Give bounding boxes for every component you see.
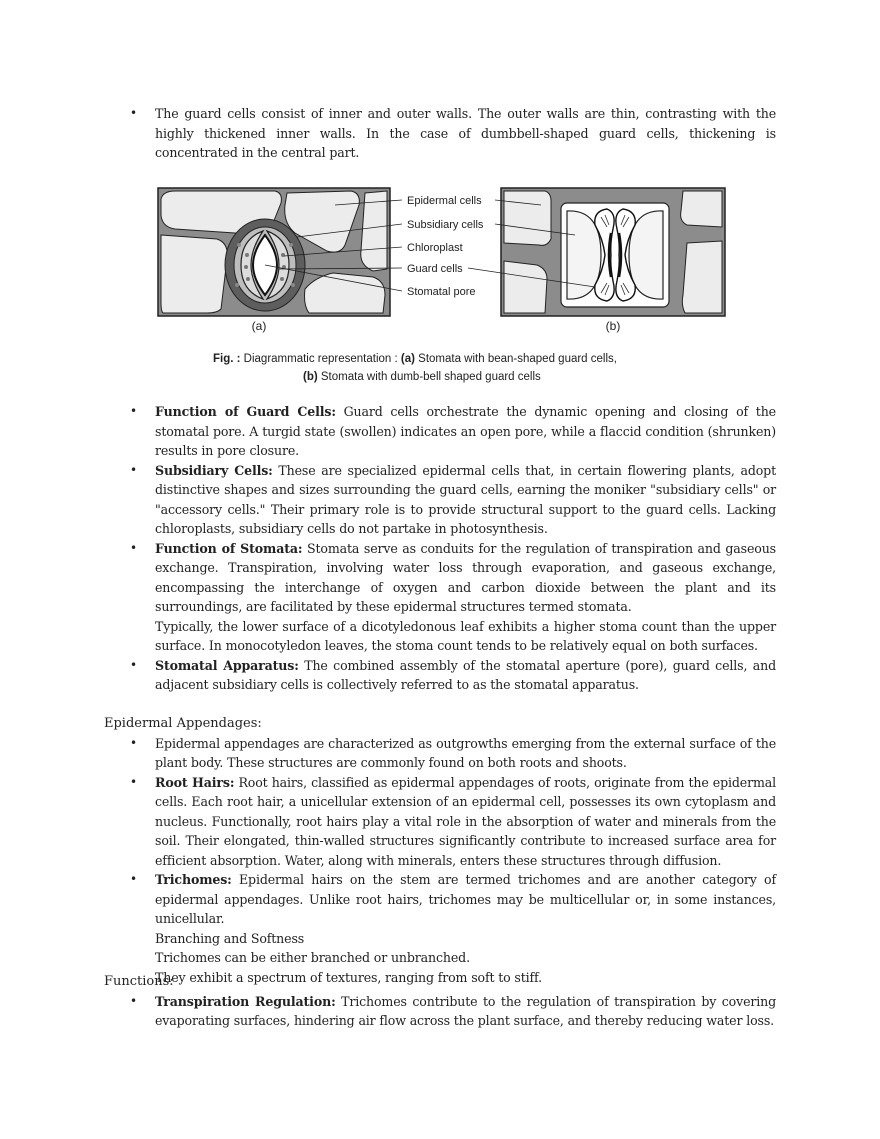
- term: Transpiration Regulation:: [155, 993, 336, 1009]
- stomata-function-text: Function of Stomata: Stomata serve as conduits for the regulation of transpiration and gaseous exchange. Transpiration, involving water loss through evaporation, and gaseous exchange, encompassing the interchange of oxygen and carbon dioxide between the plant and its surroundings, are facilitated by these epidermal structures termed stomata.: [155, 540, 776, 614]
- bullet-icon: •: [130, 106, 138, 120]
- svg-text:Fig. : Diagrammatic representa: [213, 353, 617, 365]
- bullet-icon: •: [130, 462, 138, 477]
- functions-section: [104, 972, 776, 1031]
- label-subsidiary-cells: Subsidiary cells: [407, 219, 484, 231]
- term: Stomatal Apparatus:: [155, 657, 299, 673]
- bullet-icon: •: [130, 540, 138, 555]
- stomatal-apparatus-text: Stomatal Apparatus: The combined assembly of the stomatal aperture (pore), guard cells, and adjacent subsidiary cells is collectively referred to as the stomatal apparatus.: [155, 657, 776, 692]
- panel-b-diagram: [501, 188, 725, 316]
- term: Subsidiary Cells:: [155, 462, 273, 478]
- trichomes-text: Trichomes: Epidermal hairs on the stem are termed trichomes and are another category of epidermal appendages. Unlike root hairs, trichomes may be multicellular or, in some instances, unicellular.: [155, 872, 776, 926]
- term: Trichomes:: [155, 872, 232, 887]
- label-stomatal-pore: Stomatal pore: [407, 286, 476, 298]
- appendages-heading: Epidermal Appendages:: [104, 716, 262, 731]
- bullet-icon: •: [130, 993, 138, 1008]
- stomata-section: [104, 402, 776, 695]
- list-item: [104, 104, 776, 163]
- term: Root Hairs:: [155, 774, 235, 790]
- caption-a-text: Stomata with bean-shaped guard cells,: [414, 353, 617, 365]
- term: Function of Guard Cells:: [155, 404, 336, 419]
- caption-b-text: Stomata with dumb-bell shaped guard cells: [317, 371, 541, 383]
- stomata-diagram: [155, 185, 730, 385]
- bullet-icon: •: [130, 872, 138, 886]
- bullet-icon: •: [130, 404, 138, 418]
- label-chloroplast: Chloroplast: [407, 242, 463, 254]
- panel-a-diagram: [158, 188, 390, 316]
- panel-b-label: (b): [605, 319, 621, 333]
- subsidiary-cells-text: Subsidiary Cells: These are specialized epidermal cells that, in certain flowering plants, adopt distinctive shapes and sizes surrounding the guard cells, earning the moniker "subsidiary cells" or "accessory cells." Their primary role is to provide structural support to the guard cells. Lacking chloroplasts, subsidiary cells do not partake in photosynthesis.: [155, 462, 776, 536]
- label-epidermal-cells: Epidermal cells: [407, 195, 482, 207]
- intro-section: [104, 104, 776, 163]
- stomata-figure: [155, 185, 730, 385]
- stomata-list: [104, 402, 776, 695]
- appendages-intro-text: Epidermal appendages are characterized as outgrowths emerging from the external surface of the plant body. These structures are commonly found on both roots and shoots.: [155, 735, 776, 770]
- list-item: [104, 992, 776, 1031]
- appendages-list: [104, 734, 776, 988]
- appendages-section: [104, 714, 776, 987]
- figure-caption: [213, 353, 617, 383]
- functions-list: [104, 992, 776, 1031]
- list-item: [104, 656, 776, 695]
- caption-b-tag: (b): [303, 371, 318, 383]
- list-item: [104, 870, 776, 987]
- list-item: [104, 734, 776, 773]
- trichomes-subline: Trichomes can be either branched or unbranched.: [155, 950, 470, 965]
- bullet-icon: •: [130, 657, 138, 672]
- stomata-count-text: Typically, the lower surface of a dicotyledonous leaf exhibits a higher stoma count than the upper surface. In monocotyledon leaves, the stoma count tends to be relatively equal on both surfaces.: [155, 618, 776, 653]
- caption-line1-text: Diagrammatic representation :: [240, 353, 401, 365]
- intro-list: [104, 104, 776, 163]
- list-item: [104, 461, 776, 539]
- bullet-icon: •: [130, 774, 138, 789]
- trichomes-subline: They exhibit a spectrum of textures, ranging from soft to stiff.: [155, 969, 542, 985]
- panel-a-label: (a): [251, 319, 267, 333]
- caption-prefix: Fig. :: [213, 353, 241, 365]
- caption-a-tag: (a): [400, 353, 415, 365]
- list-item: [104, 402, 776, 461]
- transpiration-regulation-text: Transpiration Regulation: Trichomes contribute to the regulation of transpiration by covering evaporating surfaces, hindering air flow across the plant surface, and thereby reducing water loss.: [155, 993, 776, 1028]
- functions-heading: Functions:: [104, 974, 174, 989]
- guard-cell-function-text: Function of Guard Cells: Guard cells orchestrate the dynamic opening and closing of the stomatal pore. A turgid state (swollen) indicates an open pore, while a flaccid condition (shrunken) results in pore closure.: [155, 404, 776, 458]
- svg-text:(b) Stomata with dumb-bell sha: [303, 371, 541, 383]
- term: Function of Stomata:: [155, 540, 303, 556]
- label-guard-cells: Guard cells: [407, 263, 463, 275]
- list-item: [104, 539, 776, 656]
- list-item: [104, 773, 776, 871]
- root-hairs-text: Root Hairs: Root hairs, classified as epidermal appendages of roots, originate from the epidermal cells. Each root hair, a unicellular extension of an epidermal cell, possesses its own cytoplasm and nucleus. Functionally, root hairs play a vital role in the absorption of water and minerals from the soil. Their elongated, thin-walled structures significantly contribute to increased surface area for efficient absorption. Water, along with minerals, enters these structures through diffusion.: [155, 774, 776, 868]
- bullet-icon: •: [130, 735, 138, 750]
- trichomes-subline: Branching and Softness: [155, 930, 305, 946]
- guard-cell-walls-text: The guard cells consist of inner and outer walls. The outer walls are thin, contrasting with the highly thickened inner walls. In the case of dumbbell-shaped guard cells, thickening is concentrated in the central part.: [155, 106, 776, 160]
